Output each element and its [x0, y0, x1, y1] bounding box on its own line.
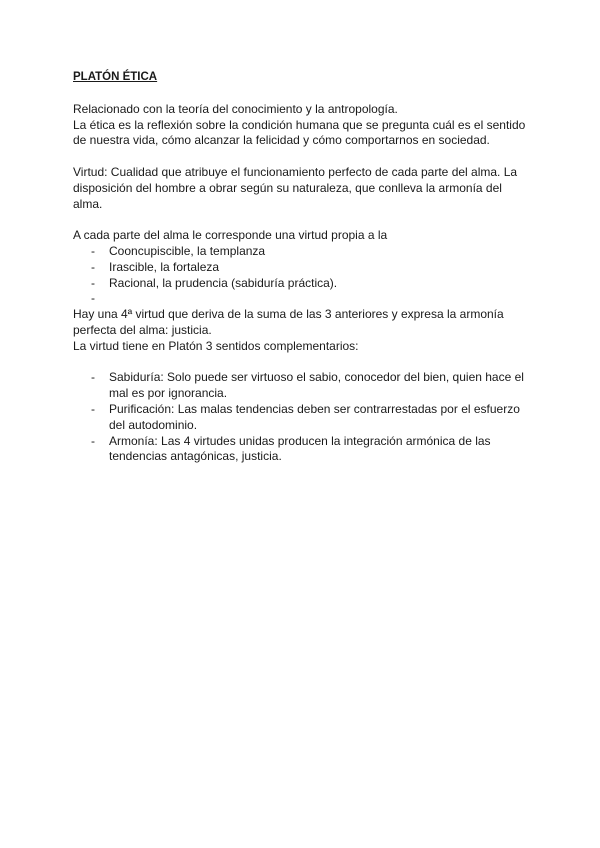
dash-bullet: - — [91, 433, 95, 448]
list-item — [73, 291, 533, 307]
senses-list — [73, 370, 533, 465]
list-item — [73, 260, 533, 276]
spacer — [73, 355, 533, 371]
list-item-text: Sabiduría: Solo puede ser virtuoso el sabio, conocedor del bien, quien hace el mal es por ignorancia. — [109, 370, 524, 401]
list-item-text: Racional, la prudencia (sabiduría práctica). — [109, 275, 338, 290]
senses-intro: La virtud tiene en Platón 3 sentidos complementarios: — [73, 338, 359, 353]
list-item — [73, 370, 533, 402]
dash-bullet: - — [91, 370, 95, 385]
parts-intro: A cada parte del alma le corresponde una virtud propia a la — [73, 228, 388, 243]
document-page — [73, 70, 533, 465]
document-title: PLATÓN ÉTICA — [73, 71, 158, 83]
intro-line-1: Relacionado con la teoría del conocimiento y la antropología. — [73, 101, 398, 116]
list-item-text: Purificación: Las malas tendencias deben ser contrarrestadas por el esfuerzo del autodominio. — [109, 401, 520, 432]
list-item-text: Cooncupiscible, la templanza — [109, 243, 266, 258]
dash-bullet: - — [91, 291, 95, 306]
list-item-text: Irascible, la fortaleza — [109, 259, 220, 274]
intro-line-2: La ética es la reflexión sobre la condición humana que se pregunta cuál es el sentido de nuestra vida, cómo alcanzar la felicidad y cómo comportarnos en sociedad. — [73, 117, 526, 148]
dash-bullet: - — [91, 259, 95, 274]
dash-bullet: - — [91, 275, 95, 290]
spacer — [73, 212, 533, 228]
list-item — [73, 276, 533, 292]
dash-bullet: - — [91, 243, 95, 258]
parts-list — [73, 244, 533, 307]
dash-bullet: - — [91, 401, 95, 416]
list-item — [73, 244, 533, 260]
list-item — [73, 434, 533, 466]
list-item — [73, 402, 533, 434]
virtud-definition: Virtud: Cualidad que atribuye el funcionamiento perfecto de cada parte del alma. La disposición del hombre a obrar según su naturaleza, que conlleva la armonía del alma. — [73, 164, 518, 211]
list-item-text: Armonía: Las 4 virtudes unidas producen la integración armónica de las tendencias antagónicas, justicia. — [109, 433, 491, 464]
spacer — [73, 149, 533, 165]
fourth-virtue: Hay una 4ª virtud que deriva de la suma de las 3 anteriores y expresa la armonía perfecta del alma: justicia. — [73, 307, 504, 337]
